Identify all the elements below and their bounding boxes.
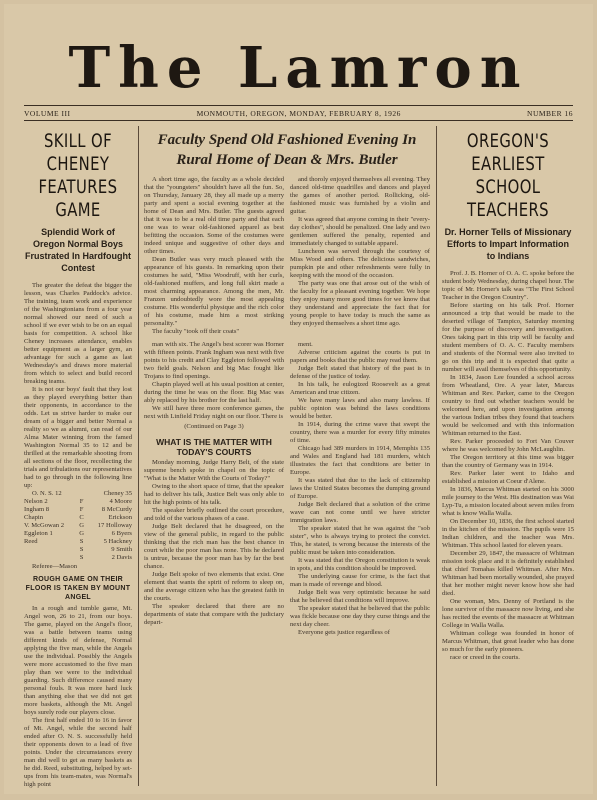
paragraph: Judge Belt spoke of two elements that exist. One element that wants the spirit of reform to sleep on, and the average citizen who has the greatest faith in the courts. — [144, 571, 284, 602]
paragraph: The first half ended 10 to 16 in favor of Mt. Angel, while the second half ended after O. N. S. successfully held their opponents down to a lead of five points. Under the circumstances every man did well to get as many baskets as he did. Reed, substituting, helped by set-ups from his team-mates, was Normal's high point — [24, 717, 132, 788]
paragraph: ment. — [298, 341, 313, 348]
cheney-article — [24, 282, 132, 490]
continued-note: (Continued on Page 3) — [184, 423, 244, 430]
paragraph: Judge Belt declared that a solution of the crime wave can not come until we have stricter immigration laws. — [290, 501, 430, 524]
paragraph: It was stated that the Oregon constitution is weak in spots, and this condition should be improved. — [290, 557, 430, 572]
courts-headline: WHAT IS THE MATTER WITH TODAY'S COURTS — [156, 437, 272, 457]
cheney-subhead: Splendid Work of Oregon Normal Boys Frustrated In Hardfought Contest — [25, 227, 131, 273]
referee-line: Referee—Mason — [32, 563, 78, 570]
faculty-headline: Faculty Spend Old Fashioned Evening In Rural Home of Dean & Mrs. Butler — [157, 132, 417, 168]
paragraph: It is not our boys' fault that they lost as they played everything better than their opponents, in accordance to the odds. Let us strive harder to make our dream of a bigger and better Normal a reality so we as alumni, can read of our Alma Mater winning from the famed Washington Normal 35 to 12 and be thrilled at the remarkable shooting from all sections of the floor, recollecting the trials and tribulations our representatives had to go through in the following line up: — [24, 386, 132, 489]
volume-label: VOLUME III — [24, 108, 71, 118]
paragraph: One woman, Mrs. Denny of Portland is the lone survivor of the massacre now living, and she has recited the events of the massacre at Whitman College in Walla Walla. — [442, 598, 574, 629]
column-teachers — [442, 126, 574, 790]
lineup-left: Reed — [24, 538, 38, 545]
lineup-header-left: O. N. S. 12 — [32, 490, 62, 497]
bottom-rule — [24, 120, 573, 121]
table-row — [24, 498, 132, 506]
newspaper-page — [4, 4, 593, 794]
lineup-right: Erickson — [108, 514, 132, 521]
paragraph: In 1914, during the crime wave that swept the country, there was a murder for every fifty minutes of time. — [290, 421, 430, 444]
teachers-headline: OREGON'S EARLIEST SCHOOL TEACHERS — [466, 130, 550, 221]
lineup-left: Nelson 2 — [24, 498, 48, 505]
paragraph: It was agreed that anyone coming in their "every-day clothes", should be penalized. One lady and two gentlemen suffered the penalty, repented and immediately changed to suitable apparel. — [290, 216, 430, 247]
lineup-left — [24, 546, 75, 554]
paragraph: Prof. J. B. Horner of O. A. C. spoke before the student body Wednesday, during chapel hour. The topic of Mr. Horner's talk was "The First School Teacher in the Oregon Country". — [442, 270, 574, 301]
paragraph: December 29, 1847, the massacre of Whitman mission took place and it is definitely established that chief Tomahas killed Whitman. After Mrs. Whitman had been mortally wounded, she prayed that her mother might never know how she had died. — [442, 550, 574, 597]
paragraph: Rev. Parker later went to Idaho and established a mission at Coeur d'Alene. — [442, 470, 574, 485]
lineup-table — [24, 490, 132, 562]
lineup-right: 5 Hackney — [103, 538, 132, 545]
lineup-left: V. McGowan 2 — [24, 522, 64, 529]
paragraph: The party was one that arose out of the wish of the faculty for a pleasant evening together. We hope they enjoy many more good times for we know that they understand and appreciate the fact that for young people to have today is much the same as they enjoyed themselves a short time ago. — [290, 280, 430, 327]
column-divider — [138, 126, 139, 786]
lineup-pos: S — [79, 546, 84, 553]
paragraph: The speaker declared that there are no departments of state that compare with the judiciary depart- — [144, 603, 284, 626]
lineup-pos: F — [79, 506, 84, 513]
masthead-title: The Lamron — [68, 35, 529, 101]
paragraph: The greater the defeat the bigger the lesson, was Charles Paddock's advice. The training, team work and experience of the Washingtonians from a four year normal showed our need of such a school if we ever wish to be on an equal basis for competition. A school like Cheney increases attendance, enables better equipment as a larger gym, an advantage for such a game as last Wednesday's and draws more material from which to select and build record breaking teams. — [24, 282, 132, 385]
lineup-header-right: Cheney 35 — [103, 490, 132, 497]
top-rule — [24, 105, 573, 106]
lineup-right: 2 Davis — [111, 554, 132, 561]
faculty-article — [144, 176, 430, 336]
paragraph: Whitman college was founded in honor of Marcus Whitman, that great leader who has done so much for the early pioneers. — [442, 630, 574, 653]
lineup-left: Ingham 8 — [24, 506, 50, 513]
lineup-pos: C — [79, 514, 84, 521]
teachers-article — [442, 270, 574, 662]
paragraph: In 1834, Jason Lee founded a school across from Wheatland, Ore. A year later, Marcus Whitman and Rev. Parker, came to the Oregon country to find out whether teachers would be welcomed here, and upon investigation among the various Indian tribes they found that teachers would be welcomed and with this information Whitman returned to the East. — [442, 374, 574, 437]
paragraph: We still have three more conference games, the next with Linfield Friday night on our floor. There is — [144, 405, 284, 420]
column-sports — [24, 126, 132, 790]
paragraph: Monday morning, Judge Harry Belt, of the state supreme bench spoke in chapel on the topic of "What is the Matter With the Courts of Today?" — [144, 459, 284, 482]
paragraph: We have many laws and also many lawless. If public opinion was behind the laws conditions would be better. — [290, 397, 430, 420]
paragraph: Chapin played well at his usual position at center, during the time he was on the floor. Big Mac was ably replaced by his brother for the last half. — [144, 381, 284, 404]
table-row — [24, 538, 132, 546]
table-row — [24, 546, 132, 554]
table-row — [24, 506, 132, 514]
table-row — [24, 530, 132, 538]
place-date: MONMOUTH, OREGON, MONDAY, FEBRUARY 8, 1926 — [196, 108, 401, 118]
table-row — [24, 554, 132, 562]
lineup-right: 8 McCurdy — [101, 506, 132, 513]
paragraph: Judge Belt was very optimistic because he said that he believed that conditions will improve. — [290, 589, 430, 604]
paragraph: A short time ago, the faculty as a whole decided that the "youngsters" shouldn't have all the fun. So, on Thursday, January 28, they all made up a merry party and spent a social evening together at the home of Dean and Mrs. Butler. The guests agreed that it was to be a real old time party and that each one was to wear old-fashioned apparel as best befitting the occasion. Some of the costumes were indeed unique and suggestive of other days and other times. — [144, 176, 284, 255]
lineup-pos: G — [79, 522, 84, 529]
paragraph: In a rough and tumble game, Mt. Angel won, 26 to 21, from our boys. The game, played on the Angel's floor, was a battle between teams using different kinds of defense, Normal applying the five man, while the Angels use the individual. Possibly the Angels were more accustomed to the five man play than we were to the individual guarding. Such difference caused many personal fouls. It was more hard luck than anything else that we did not get more baskets, although the Mt. Angel boys surely rode our players close. — [24, 605, 132, 716]
paragraph: Luncheon was served through the courtesy of Miss Wood and others. The delicious sandwiches, pumpkin pie and other refreshments were fully in keeping with the mood of the occasion. — [290, 248, 430, 279]
table-row — [24, 514, 132, 522]
paragraph: The underlying cause for crime, is the fact that man is made of revenge and blood. — [290, 573, 430, 588]
issue-number: NUMBER 16 — [527, 108, 573, 118]
paragraph: Judge Belt stated that history of the past is in defense of the justice of today. — [290, 365, 430, 380]
lineup-header — [24, 490, 132, 498]
lineup-right: 9 Smith — [111, 546, 132, 553]
paragraph: It was stated that due to the lack of citizenship laws the United States becomes the dumping ground of Europe. — [290, 477, 430, 500]
paragraph: The faculty "took off their coats" — [152, 328, 240, 335]
paragraph: The speaker stated that he believed that the public was fickle because one day they curse things and the next day cheer. — [290, 605, 430, 628]
paragraph: The Oregon territory at this time was bigger than the country of Germany was in 1914. — [442, 454, 574, 469]
lineup-pos: S — [79, 538, 84, 545]
teachers-subhead: Dr. Horner Tells of Missionary Efforts to Impart Information to Indians — [444, 227, 572, 261]
column-faculty — [144, 126, 430, 790]
lineup-right: 4 Moore — [109, 498, 132, 505]
paragraph: The speaker stated that he was against the "sob sister", who is always trying to protect the convict. This, he stated, is wrong because the interests of the public must be taken into consideration. — [290, 525, 430, 556]
mount-angel-headline: ROUGH GAME ON THEIR FLOOR IS TAKEN BY MOUNT ANGEL — [25, 576, 131, 601]
lineup-pos: G — [79, 530, 84, 537]
dateline — [24, 107, 573, 119]
paragraph: In 1836, Marcus Whitman started on his 3000 mile journey to the West. His destination was Wai Lyp-Tu, a mission located about seven miles from what is know Walla Walla. — [442, 486, 574, 517]
paragraph: Adverse criticism against the courts is put in papers and books that the public may read them. — [290, 349, 430, 364]
paragraph: and thoroly enjoyed themselves all evening. They danced old-time quadrilles and dances and played the games of another period. Rollicking, old-fashioned music was furnished by a violin and guitar. — [290, 176, 430, 215]
table-row — [24, 522, 132, 530]
lineup-right: 6 Byers — [111, 530, 132, 537]
cheney-headline: SKILL OF CHENEY FEATURES GAME — [38, 130, 118, 221]
lineup-right: 17 Holloway — [97, 522, 132, 529]
paragraph: Rev. Parker proceeded to Fort Van Couver where he was welcomed by John McLaughlin. — [442, 438, 574, 453]
mount-angel-article — [24, 605, 132, 789]
paragraph: Chicago had 389 murders in 1914, Memphis 135 and Wales and England had 181 murders, which illustrates the fact that conditions are better in Europe. — [290, 445, 430, 476]
column-divider — [436, 126, 437, 786]
lineup-left: Eggleton 1 — [24, 530, 53, 537]
paragraph: race or creed in the courts. — [450, 654, 520, 661]
paragraph: Dean Butler was very much pleased with the appearance of his guests. In remarking upon their costumes he said, "Miss Woodruff, with her curls, old-fashioned muffers, and long full skirt made a most charming appearance. Among the men, Mr. Franzen undoubtedly wore the most appealing costume. His wonderful physique and the rich color of his costume, made him a most striking personality." — [144, 256, 284, 327]
lineup-pos: S — [79, 554, 84, 561]
paragraph: Judge Belt declared that he disagreed, on the view of the general public, in regard to the public thinking that the rich man has the best chance in court while the poor man has none. This he declared is untrue, because the poor man has by far the best chance. — [144, 523, 284, 570]
paragraph: In his talk, he eulogized Roosevelt as a great American and true citizen. — [290, 381, 430, 396]
paragraph: man with six. The Angel's best scorer was Horner with fifteen points. Frank Ingham was next with five points to his credit and Clay Eggleton followed with two field goals. Nelson and big Mac fought like Trojans to find openings. — [144, 341, 284, 380]
lineup-left: Chapin — [24, 514, 44, 521]
lineup-pos: F — [79, 498, 84, 505]
lineup-left — [24, 554, 75, 562]
paragraph: On December 10, 1836, the first school started in the kitchen of the mission. The pupils were 15 Indian children, and the teacher was Mrs. Whitman. This school lasted for eleven years. — [442, 518, 574, 549]
lower-section — [144, 341, 430, 637]
paragraph: Owing to the short space of time, that the speaker had to deliver his talk, Justice Belt was only able to hit the high points of his talk. — [144, 483, 284, 506]
paragraph: Before starting on his talk Prof. Horner announced a trip that would be made to the deserted village of Tampico, Saturday morning for the purpose of discovery and investigation. Ones taking part in this trip will be faculty and student members of O. A. C. Faculty members and students of the Normal were also invited to go on this trip and it is expected that quite a number will avail themselves of this opportunity. — [442, 302, 574, 373]
paragraph: Everyone gets justice regardless of — [298, 629, 390, 636]
paragraph: The speaker briefly outlined the court procedure, and told of the various phases of a case. — [144, 507, 284, 522]
